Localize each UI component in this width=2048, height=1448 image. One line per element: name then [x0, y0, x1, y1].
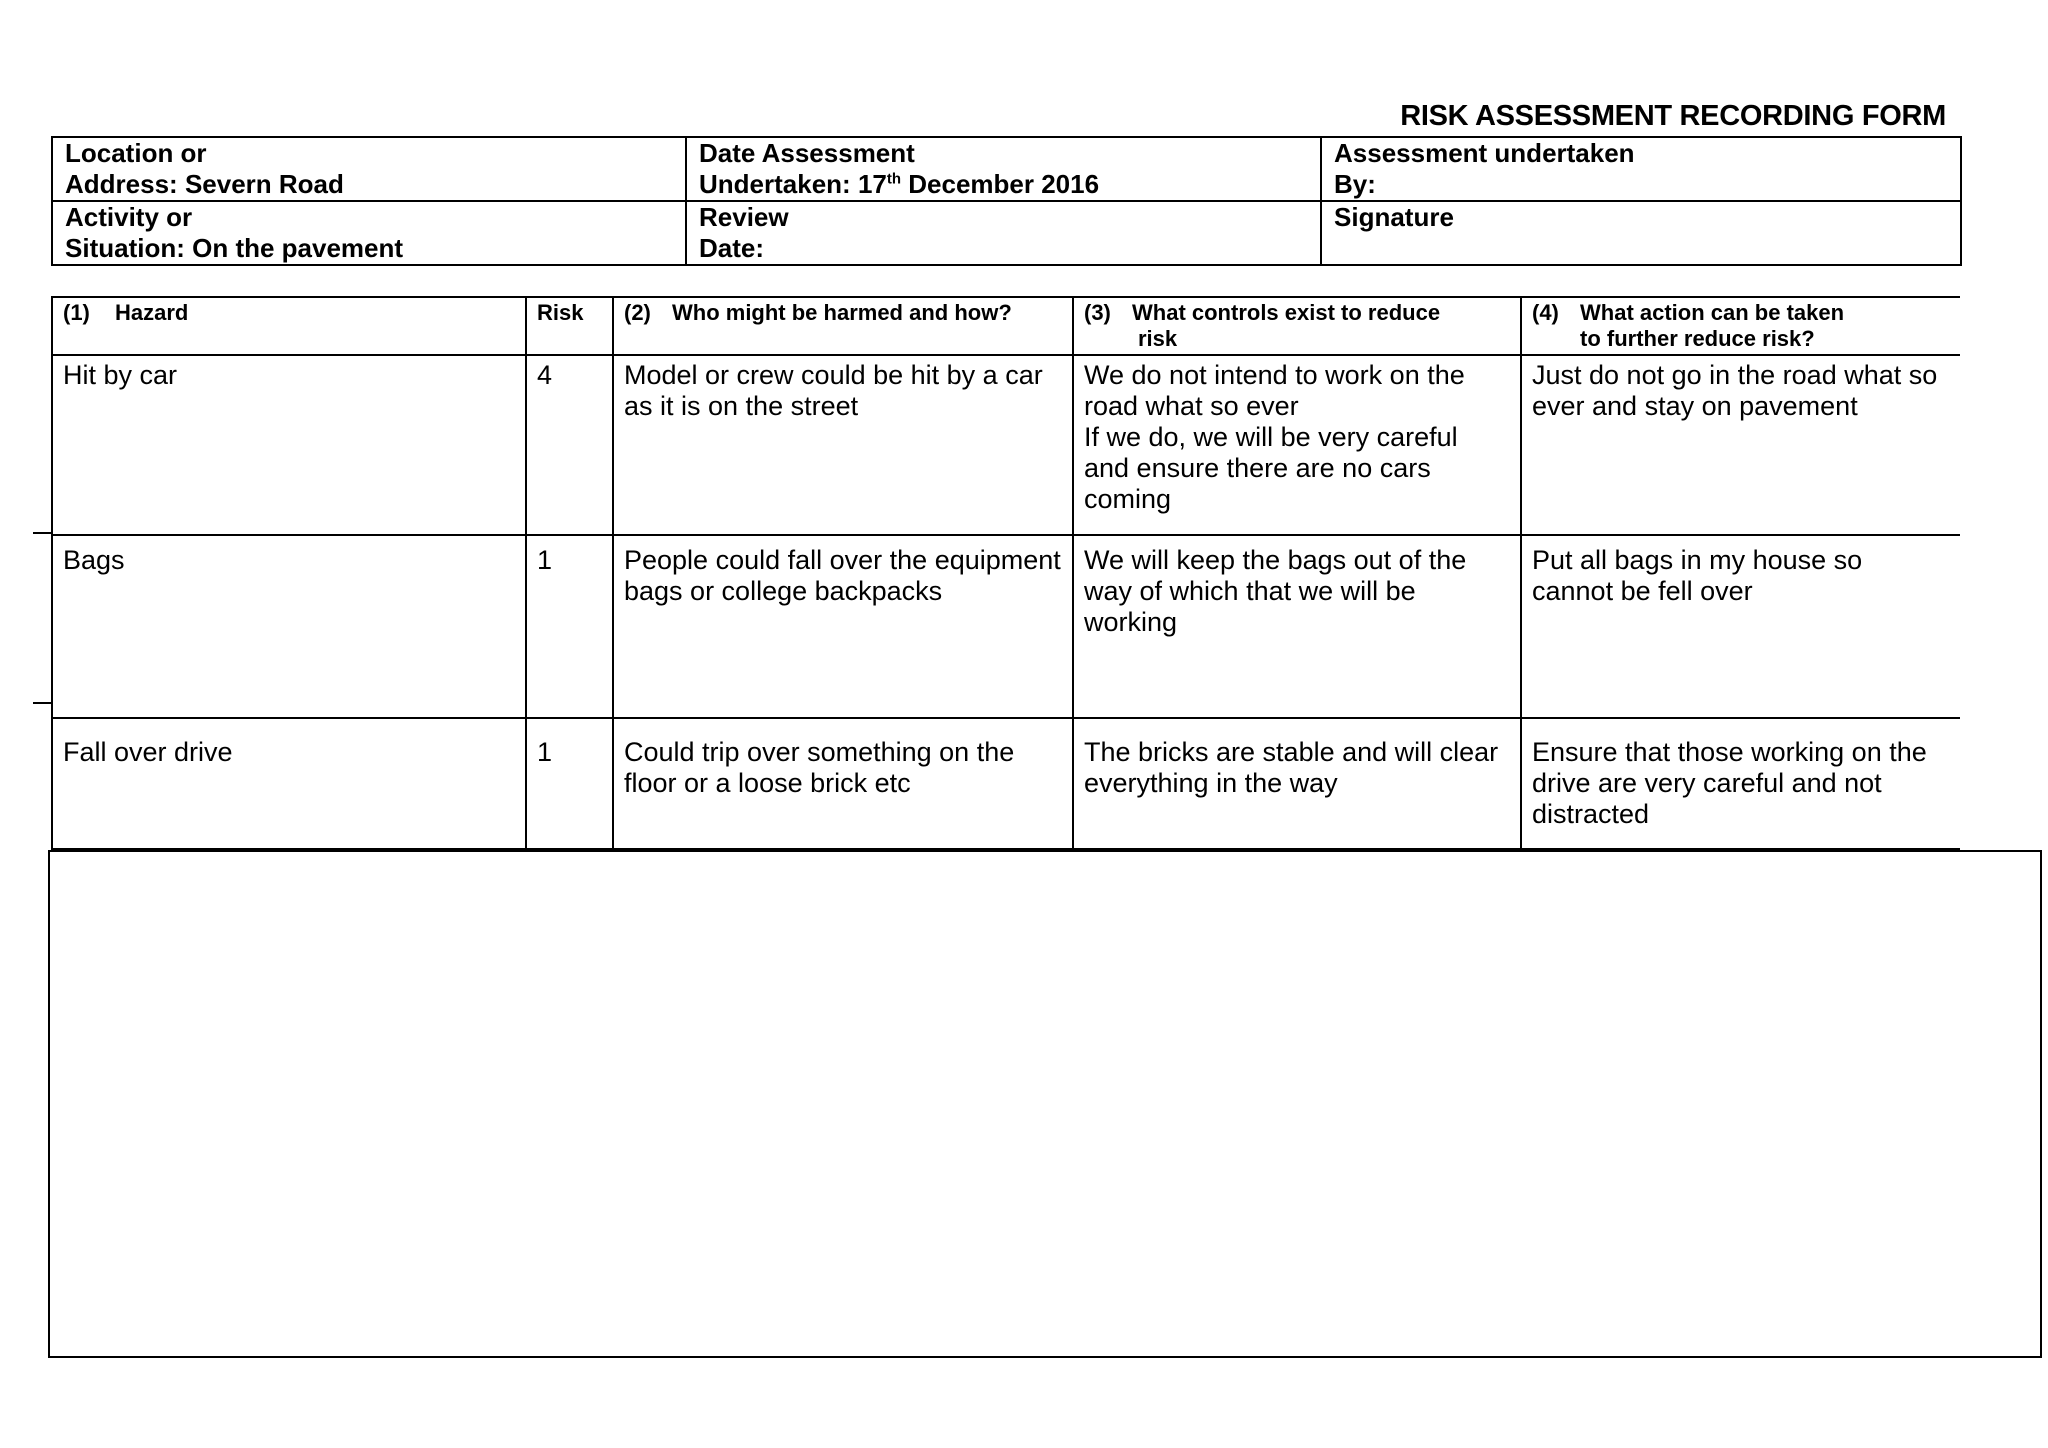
hazard-cell: Bags: [52, 535, 526, 718]
col-title: Who might be harmed and how?: [672, 300, 1012, 325]
review-date-label: Date:: [699, 233, 765, 263]
controls-cell: The bricks are stable and will clear everything in the way: [1073, 718, 1521, 849]
col-title: Risk: [537, 300, 584, 325]
col-number: (1): [63, 300, 90, 325]
col-title: What action can be taken: [1580, 300, 1845, 325]
col-number: (4): [1532, 300, 1559, 325]
margin-tick: [33, 532, 53, 534]
col-header-hazard: [52, 297, 526, 355]
col-header-action: [1521, 297, 1960, 355]
activity-label: Activity or: [65, 202, 193, 232]
hazard-row: [52, 535, 1960, 718]
controls-cell: [1073, 355, 1521, 535]
location-cell: [52, 137, 686, 201]
address-line: [65, 169, 673, 200]
review-date-cell: [686, 201, 1321, 265]
address-label: Address:: [65, 169, 178, 199]
date-assessment-cell: [686, 137, 1321, 201]
controls-text: We do not intend to work on the road what so ever: [1084, 360, 1465, 421]
controls-cell: We will keep the bags out of the way of which that we will be working: [1073, 535, 1521, 718]
risk-cell: 1: [526, 535, 613, 718]
hazard-row: [52, 718, 1960, 849]
signature-label: Signature: [1334, 202, 1454, 232]
blank-overlay-box: [48, 850, 2042, 1358]
hazard-cell: Hit by car: [52, 355, 526, 535]
margin-tick: [33, 702, 53, 704]
form-title: RISK ASSESSMENT RECORDING FORM: [1400, 100, 1946, 132]
col-header-controls: [1073, 297, 1521, 355]
undertaken-label: Undertaken:: [699, 169, 851, 199]
info-row-2: [52, 201, 1961, 265]
activity-cell: [52, 201, 686, 265]
assessment-info-table: [51, 136, 1962, 266]
date-rest: December 2016: [908, 169, 1100, 199]
hazard-cell: Fall over drive: [52, 718, 526, 849]
assessor-cell: [1321, 137, 1961, 201]
signature-cell: [1321, 201, 1961, 265]
address-value: Severn Road: [184, 169, 344, 199]
date-assessment-label: Date Assessment: [699, 138, 915, 168]
controls-text: If we do, we will be very careful and ensure there are no cars coming: [1084, 422, 1458, 514]
assessor-by-label: By:: [1334, 169, 1376, 199]
assessor-label: Assessment undertaken: [1334, 138, 1635, 168]
col-header-risk: [526, 297, 613, 355]
info-row-1: [52, 137, 1961, 201]
action-cell: Just do not go in the road what so ever and stay on pavement: [1521, 355, 1960, 535]
situation-label: Situation:: [65, 233, 185, 263]
hazard-header-row: [52, 297, 1960, 355]
date-undertaken-line: [699, 169, 1308, 200]
col-number: (2): [624, 300, 651, 325]
col-title: Hazard: [115, 300, 189, 325]
col-title: What controls exist to reduce: [1132, 300, 1441, 325]
col-title-cont: to further reduce risk?: [1580, 326, 1815, 351]
who-cell: Could trip over something on the floor or a loose brick etc: [613, 718, 1073, 849]
risk-cell: 4: [526, 355, 613, 535]
col-number: (3): [1084, 300, 1111, 325]
hazard-table-container: [51, 296, 1960, 851]
situation-line: [65, 233, 673, 264]
who-cell: People could fall over the equipment bags or college backpacks: [613, 535, 1073, 718]
col-title-cont: risk: [1138, 326, 1178, 351]
hazard-row: [52, 355, 1960, 535]
hazard-table: [51, 296, 1960, 851]
risk-cell: 1: [526, 718, 613, 849]
date-day: 17: [857, 169, 887, 199]
col-header-who: [613, 297, 1073, 355]
review-label: Review: [699, 202, 789, 232]
situation-value: On the pavement: [192, 233, 404, 263]
action-cell: Put all bags in my house so cannot be fell over: [1521, 535, 1960, 718]
who-cell: Model or crew could be hit by a car as it is on the street: [613, 355, 1073, 535]
action-cell: Ensure that those working on the drive are very careful and not distracted: [1521, 718, 1960, 849]
date-suffix: th: [886, 170, 902, 188]
location-label: Location or: [65, 138, 207, 168]
